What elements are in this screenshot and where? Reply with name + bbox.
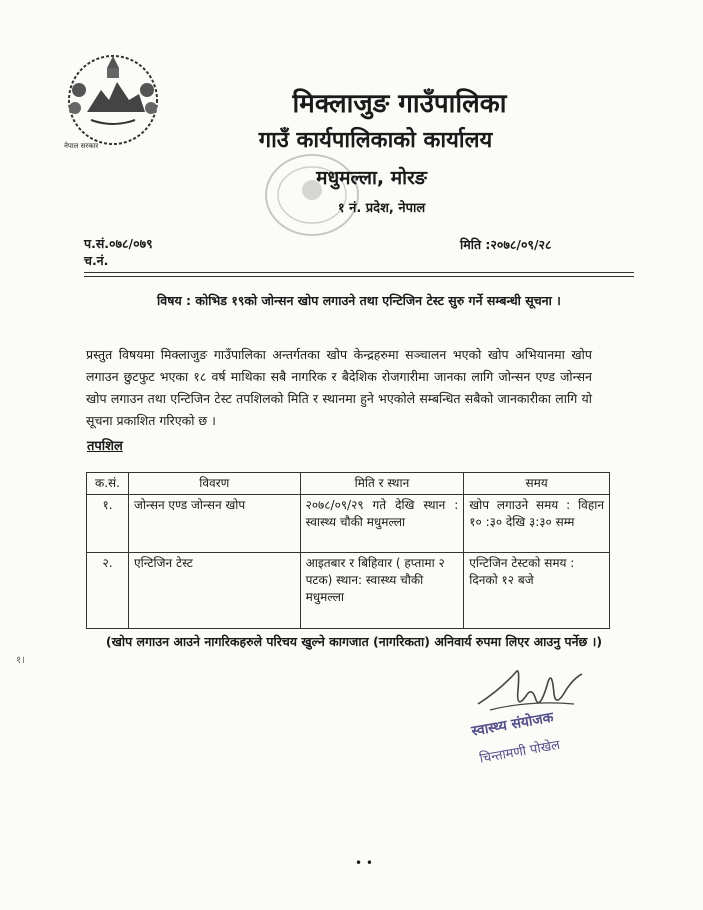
dispatch-number: च.नं. xyxy=(84,253,109,268)
emblem-text: नेपाल सरकार xyxy=(64,142,99,150)
subject-line: विषय : कोभिड १९को जोन्सन खोप लगाउने तथा एन्टिजिन टेस्ट सुरु गर्ने सम्बन्धी सूचना । xyxy=(157,293,561,308)
table-cell: एन्टिजिन टेस्ट xyxy=(128,553,300,629)
header-rule xyxy=(84,276,634,277)
table-header-row xyxy=(87,473,610,495)
reference-number: प.सं.०७८/०७९ xyxy=(84,236,153,251)
signatory-name: चिन्तामणी पोखेल xyxy=(478,737,562,767)
column-header: विवरण xyxy=(128,473,300,495)
column-header: मिति र स्थान xyxy=(300,473,464,495)
column-header: क.सं. xyxy=(87,473,129,495)
margin-mark: १। xyxy=(16,655,25,666)
office-subtitle: गाउँ कार्यपालिकाको कार्यालय xyxy=(258,128,493,153)
details-heading: तपशिल xyxy=(87,439,123,454)
details-table xyxy=(86,472,610,629)
office-name: मिक्लाजुङ गाउँपालिका xyxy=(292,89,507,119)
table-cell: १. xyxy=(87,495,129,553)
office-location: मधुमल्ला, मोरङ xyxy=(316,167,427,189)
table-row xyxy=(87,495,610,553)
table-cell: खोप लगाउने समय : विहान १० :३० देखि ३:३० सम्म xyxy=(464,495,610,553)
reference-block xyxy=(84,235,153,269)
page-marks: • • xyxy=(355,856,373,870)
column-header: समय xyxy=(464,473,610,495)
footnote: (खोप लगाउन आउने नागरिकहरुले परिचय खुल्ने कागजात (नागरिकता) अनिवार्य रुपमा लिएर आउनु पर्नेछ ।) xyxy=(105,634,603,649)
table-cell: एन्टिजिन टेस्टको समय : दिनको १२ बजे xyxy=(464,553,610,629)
table-cell: जोन्सन एण्ड जोन्सन खोप xyxy=(128,495,300,553)
header-rule xyxy=(84,272,634,273)
table-cell: २०७८/०९/२९ गते देखि स्थान : स्वास्थ्य चौकी मधुमल्ला xyxy=(300,495,464,553)
table-cell: आइतबार र बिहिवार ( हप्तामा २ पटक) स्थान: स्वास्थ्य चौकी मधुमल्ला xyxy=(300,553,464,629)
table-row xyxy=(87,553,610,629)
signatory-title: स्वास्थ्य संयोजक xyxy=(470,709,555,740)
province: १ नं. प्रदेश, नेपाल xyxy=(337,201,426,216)
table-cell: २. xyxy=(87,553,129,629)
notice-body: प्रस्तुत विषयमा मिक्लाजुङ गाउँपालिका अन्तर्गतका खोप केन्द्रहरुमा सञ्चालन भएको खोप अभियानमा खोप लगाउन छुटफुट भएका १८ वर्ष माथिका सबै नागरिक र बैदेशिक रोजगारीमा जानका लागि जोन्सन एण्ड जोन्सन खोप लगाउन तथा एन्टिजिन टेस्ट तपशिलको मिति र स्थानमा हुने भएकोले सम्बन्धित सबैको जानकारीका लागि यो सूचना प्रकाशित गरिएको छ । xyxy=(86,347,592,428)
letter-date: मिति :२०७८/०९/२८ xyxy=(460,237,552,252)
